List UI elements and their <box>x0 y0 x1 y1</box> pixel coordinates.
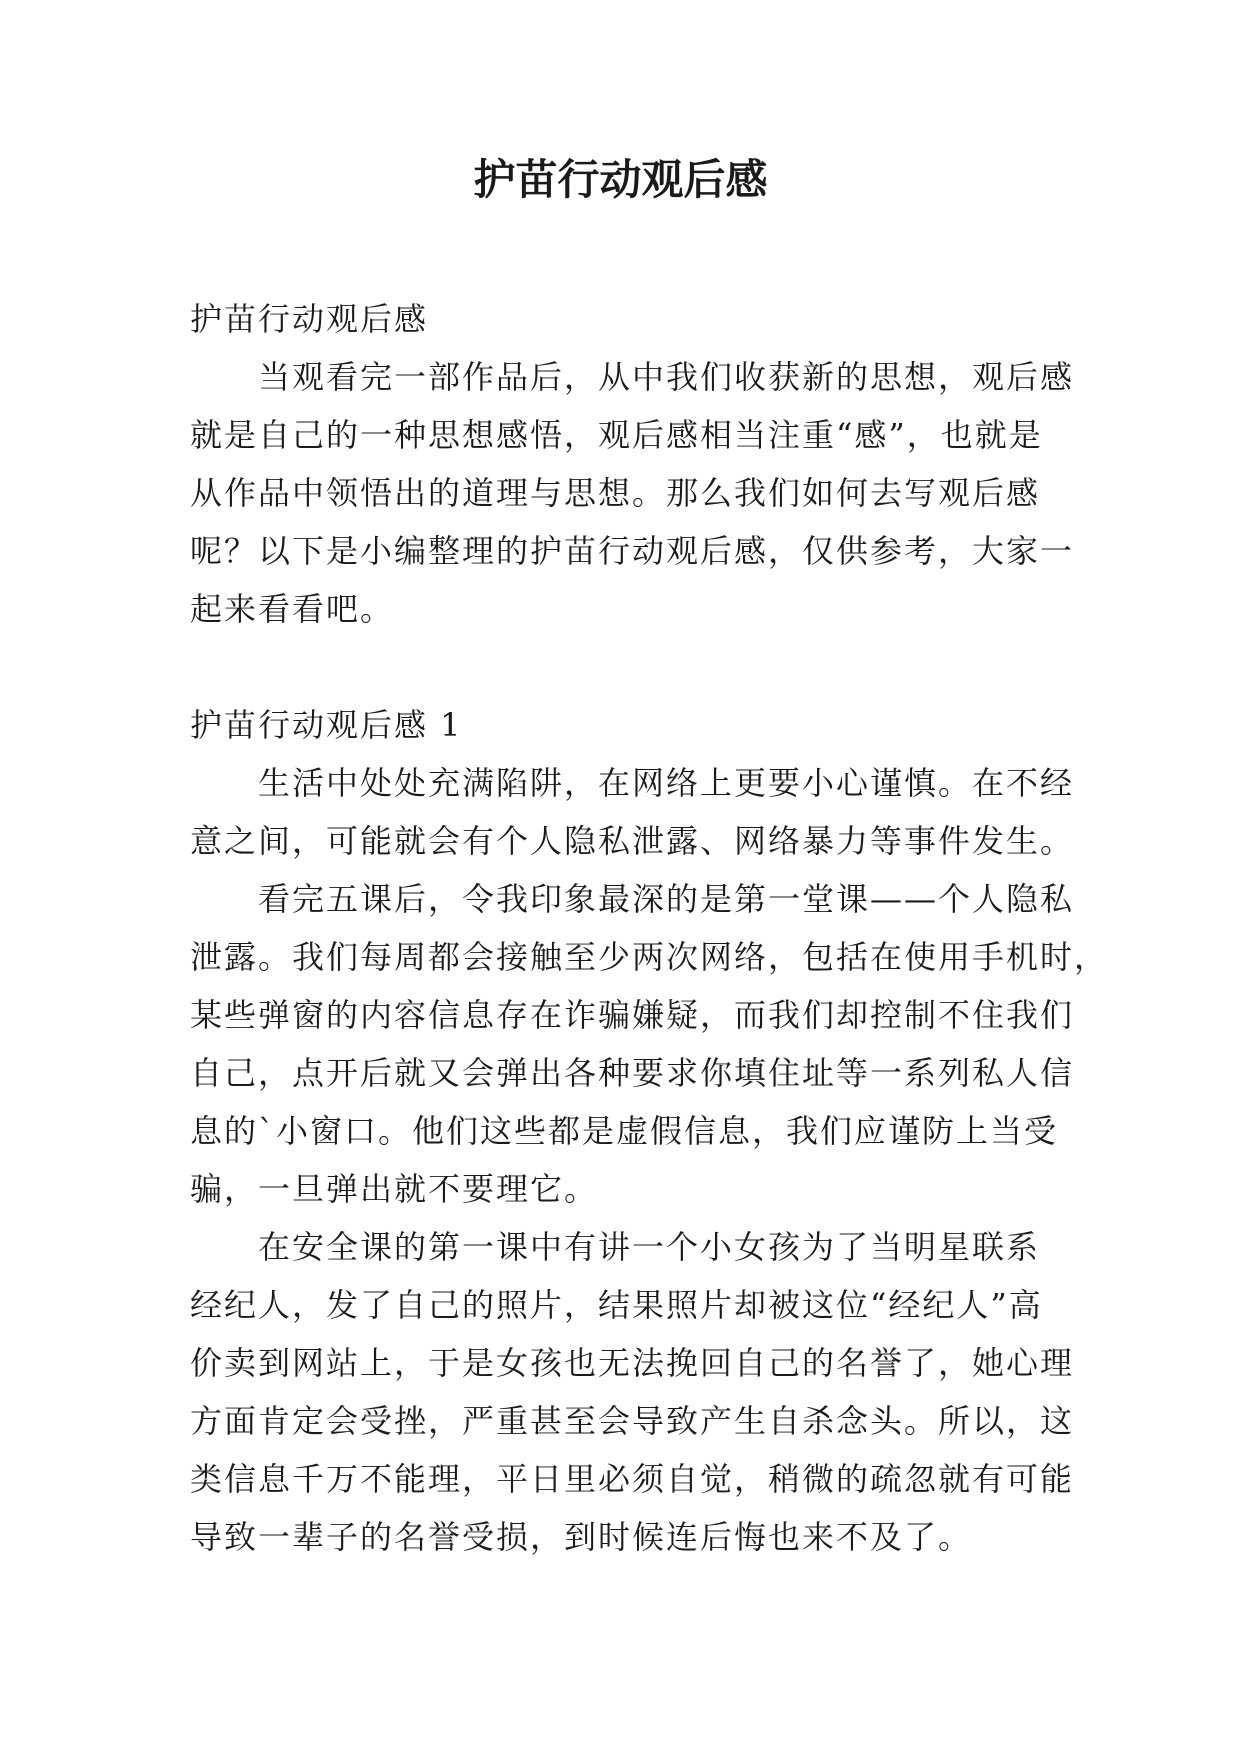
paragraph-line: 方面肯定会受挫，严重甚至会导致产生自杀念头。所以，这 <box>190 1402 1075 1440</box>
intro-line: 就是自己的一种思想感悟，观后感相当注重“感”，也就是 <box>190 416 1043 454</box>
intro-heading: 护苗行动观后感 <box>190 300 429 338</box>
paragraph-line: 经纪人，发了自己的照片，结果照片却被这位“经纪人”高 <box>190 1286 1043 1324</box>
paragraph-line: 骗，一旦弹出就不要理它。 <box>190 1170 599 1208</box>
section-spacer <box>190 638 1060 696</box>
intro-line: 当观看完一部作品后，从中我们收获新的思想，观后感 <box>258 358 1075 396</box>
paragraph-line: 在安全课的第一课中有讲一个小女孩为了当明星联系 <box>258 1228 1041 1266</box>
paragraph-line: 价卖到网站上，于是女孩也无法挽回自己的名誉了，她心理 <box>190 1344 1075 1382</box>
paragraph-line: 意之间，可能就会有个人隐私泄露、网络暴力等事件发生。 <box>190 822 1075 860</box>
section-heading: 护苗行动观后感 1 <box>190 706 463 744</box>
document-title: 护苗行动观后感 <box>473 155 768 204</box>
intro-line: 从作品中领悟出的道理与思想。那么我们如何去写观后感 <box>190 474 1041 512</box>
document-body <box>190 290 1109 1566</box>
paragraph-line: 自己，点开后就又会弹出各种要求你填住址等一系列私人信 <box>190 1054 1075 1092</box>
paragraph-line: 泄露。我们每周都会接触至少两次网络，包括在使用手机时， <box>190 938 1109 976</box>
paragraph-line: 生活中处处充满陷阱，在网络上更要小心谨慎。在不经 <box>258 764 1075 802</box>
paragraph-line: 导致一辈子的名誉受损，到时候连后悔也来不及了。 <box>190 1518 973 1556</box>
intro-line: 起来看看吧。 <box>190 590 395 628</box>
paragraph-line: 某些弹窗的内容信息存在诈骗嫌疑，而我们却控制不住我们 <box>190 996 1075 1034</box>
paragraph-line: 看完五课后，令我印象最深的是第一堂课——个人隐私 <box>258 880 1075 918</box>
paragraph-line: 类信息千万不能理，平日里必须自觉，稍微的疏忽就有可能 <box>190 1460 1075 1498</box>
paragraph-line: 息的`小窗口。他们这些都是虚假信息，我们应谨防上当受 <box>190 1112 1059 1150</box>
intro-line: 呢？以下是小编整理的护苗行动观后感，仅供参考，大家一 <box>190 532 1075 570</box>
